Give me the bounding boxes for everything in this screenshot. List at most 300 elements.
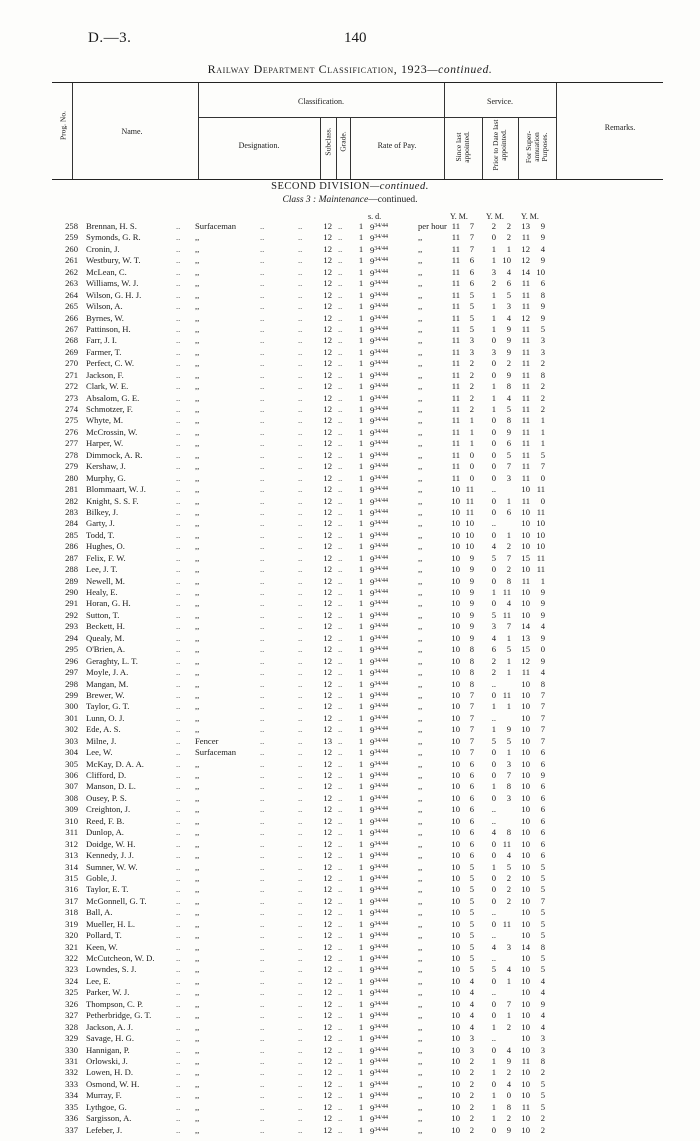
rate-note: ,, [418, 587, 423, 597]
super-months: 4 [540, 243, 545, 254]
since-last-months: 6 [469, 770, 474, 780]
prog-no: 273 [65, 392, 78, 403]
dot-leader: .. [176, 266, 181, 277]
dot-leader: .. [260, 884, 265, 895]
dot-leader: .. [176, 987, 181, 998]
subclass: 12 [323, 884, 332, 895]
super-months: 1 [540, 415, 545, 426]
designation: ,, [195, 461, 200, 472]
rate-fraction: 34/44 [374, 428, 388, 435]
table-row [0, 633, 700, 644]
dot-leader: .. [338, 598, 343, 609]
dot-leader: .. [298, 678, 303, 689]
since-last-months: 6 [469, 838, 474, 849]
since-last-months: 1 [469, 415, 474, 426]
designation: ,, [195, 1033, 200, 1044]
rate-pence: 9 [370, 405, 375, 415]
since-last-months: 5 [469, 907, 474, 918]
super-years: 10 [521, 689, 530, 700]
since-last-months: 11 [465, 495, 474, 506]
dot-leader: .. [298, 289, 303, 300]
prog-no: 314 [65, 861, 78, 872]
designation: ,, [195, 358, 200, 369]
employee-name: Sumner, W. W. [86, 861, 138, 872]
table-row [0, 679, 700, 690]
table-row [0, 1033, 700, 1044]
designation: ,, [195, 312, 200, 323]
since-last-years: 11 [451, 392, 460, 403]
grade: 1 [358, 850, 364, 861]
unit-ym-1: Y. M. [450, 212, 468, 221]
dot-leader: .. [176, 255, 181, 266]
super-months: 9 [540, 255, 545, 266]
prog-no: 322 [65, 953, 78, 963]
since-last-months: 3 [469, 1044, 474, 1055]
dot-leader: .. [338, 667, 343, 678]
since-last-months: 9 [469, 632, 474, 643]
employee-name: Absalom, G. E. [86, 392, 140, 403]
prior-years: 0 [491, 895, 496, 906]
rate-pence: 9 [370, 393, 375, 404]
dot-leader: .. [338, 632, 343, 643]
rate-fraction: 34/44 [374, 497, 388, 504]
dot-leader: .. [176, 667, 181, 678]
super-years: 11 [521, 426, 530, 437]
dot-leader: .. [176, 701, 181, 712]
prior-years: 4 [491, 632, 496, 643]
prior-years: 1 [491, 289, 496, 300]
employee-name: Williams, W. J. [86, 278, 139, 289]
dot-leader: .. [260, 987, 265, 998]
dot-leader: .. [298, 426, 303, 437]
employee-name: Farmer, T. [86, 346, 122, 357]
table-row [0, 644, 700, 655]
super-months: 6 [540, 815, 545, 826]
rate-fraction: 34/44 [374, 1069, 388, 1076]
grade: 1 [358, 884, 364, 895]
rate-pence: 9 [370, 1068, 375, 1079]
subclass: 12 [323, 506, 332, 517]
dot-leader: .. [298, 1033, 303, 1044]
grade: 1 [358, 838, 364, 849]
rate-pence: 9 [370, 702, 375, 713]
dot-leader: .. [260, 1033, 265, 1044]
grade: 1 [358, 221, 364, 231]
since-last-months: 2 [469, 358, 474, 369]
rate-note: ,, [418, 804, 423, 815]
table-row [0, 873, 700, 884]
prior-years: .. [491, 815, 496, 826]
dot-leader: .. [260, 838, 265, 849]
prog-no: 280 [65, 472, 78, 483]
dot-leader: .. [176, 404, 181, 414]
grade: 1 [358, 861, 364, 872]
prior-months: 11 [502, 587, 511, 597]
employee-name: Manson, D. L. [86, 781, 136, 792]
rate-note: ,, [418, 609, 423, 620]
subclass: 12 [323, 278, 332, 289]
rate-pence: 9 [370, 450, 375, 461]
dot-leader: .. [260, 609, 265, 620]
dot-leader: .. [260, 1124, 265, 1135]
dot-leader: .. [298, 953, 303, 963]
prior-years: .. [491, 484, 496, 495]
table-row [0, 461, 700, 472]
prior-years: 2 [491, 278, 496, 289]
since-last-years: 10 [451, 781, 460, 792]
prog-no: 334 [65, 1090, 78, 1101]
prog-no: 308 [65, 792, 78, 803]
dot-leader: .. [298, 518, 303, 529]
designation: ,, [195, 404, 200, 414]
grade: 1 [358, 987, 364, 998]
rate-note: ,, [418, 930, 423, 941]
rate-fraction: 34/44 [374, 932, 388, 939]
prog-no: 306 [65, 770, 78, 780]
dot-leader: .. [260, 907, 265, 918]
prog-no: 269 [65, 346, 78, 357]
prior-years: .. [491, 907, 496, 918]
dot-leader: .. [338, 953, 343, 963]
subclass: 12 [323, 1090, 332, 1101]
prog-no: 274 [65, 404, 78, 414]
table-row [0, 255, 700, 266]
since-last-years: 10 [451, 1090, 460, 1101]
dot-leader: .. [298, 770, 303, 780]
dot-leader: .. [176, 724, 181, 735]
employee-name: Sargisson, A. [86, 1113, 132, 1124]
since-last-years: 11 [451, 232, 460, 243]
table-row [0, 1056, 700, 1067]
since-last-months: 6 [469, 804, 474, 815]
since-last-months: 5 [469, 861, 474, 872]
super-months: 2 [540, 404, 545, 414]
prog-no: 281 [65, 484, 78, 495]
prog-no: 329 [65, 1033, 78, 1044]
super-months: 2 [540, 1124, 545, 1135]
dot-leader: .. [176, 461, 181, 472]
table-row [0, 953, 700, 964]
dot-leader: .. [298, 712, 303, 723]
prior-months: 7 [506, 552, 511, 563]
super-months: 7 [540, 735, 545, 746]
designation: ,, [195, 278, 200, 289]
since-last-months: 7 [469, 689, 474, 700]
employee-name: Lythgoe, G. [86, 1101, 127, 1112]
table-row [0, 804, 700, 815]
rate-pence: 9 [370, 748, 375, 759]
super-months: 9 [540, 232, 545, 243]
subclass: 12 [323, 255, 332, 266]
super-months: 5 [540, 449, 545, 460]
prior-years: 0 [491, 564, 496, 575]
grade: 1 [358, 564, 364, 575]
dot-leader: .. [176, 381, 181, 392]
dot-leader: .. [176, 895, 181, 906]
prog-no: 288 [65, 564, 78, 575]
rate-note: ,, [418, 346, 423, 357]
dot-leader: .. [298, 598, 303, 609]
grade: 1 [358, 689, 364, 700]
rate-pence: 9 [370, 931, 375, 942]
prior-to-header: Prior to Date last appointed. [491, 119, 508, 171]
since-last-months: 7 [469, 724, 474, 735]
super-years: 11 [521, 1101, 530, 1112]
designation: ,, [195, 289, 200, 300]
since-last-months: 0 [469, 449, 474, 460]
dot-leader: .. [176, 518, 181, 529]
super-months: 10 [536, 529, 545, 540]
prior-months: 11 [502, 918, 511, 929]
rate-note: ,, [418, 632, 423, 643]
dot-leader: .. [298, 278, 303, 289]
subclass: 12 [323, 1033, 332, 1044]
since-last-months: 4 [469, 1021, 474, 1032]
dot-leader: .. [176, 289, 181, 300]
dot-leader: .. [260, 335, 265, 346]
super-years: 10 [521, 1044, 530, 1055]
dot-leader: .. [338, 1124, 343, 1135]
rate-fraction: 34/44 [374, 1035, 388, 1042]
table-row [0, 1125, 700, 1136]
dot-leader: .. [338, 564, 343, 575]
rate-note: ,, [418, 770, 423, 780]
employee-name: Milne, J. [86, 735, 117, 746]
table-row [0, 1010, 700, 1021]
rate-pence: 9 [370, 256, 375, 267]
dot-leader: .. [176, 564, 181, 575]
prog-no: 313 [65, 850, 78, 861]
designation: ,, [195, 701, 200, 712]
grade: 1 [358, 724, 364, 735]
prior-months: 9 [506, 335, 511, 346]
table-row [0, 518, 700, 529]
rate-note: ,, [418, 827, 423, 838]
prior-months: 6 [506, 506, 511, 517]
since-last-months: 10 [465, 541, 474, 552]
designation: ,, [195, 884, 200, 895]
dot-leader: .. [338, 998, 343, 1009]
since-last-months: 9 [469, 598, 474, 609]
grade: 1 [358, 1021, 364, 1032]
prog-no: 270 [65, 358, 78, 369]
rate-note: ,, [418, 1078, 423, 1089]
dot-leader: .. [260, 815, 265, 826]
grade: 1 [358, 678, 364, 689]
since-last-years: 11 [451, 415, 460, 426]
grade: 1 [358, 827, 364, 838]
since-last-years: 11 [451, 426, 460, 437]
grade: 1 [358, 358, 364, 369]
rate-pence: 9 [370, 839, 375, 850]
dot-leader: .. [176, 838, 181, 849]
grade: 1 [358, 426, 364, 437]
super-months: 2 [540, 1067, 545, 1078]
dot-leader: .. [176, 369, 181, 380]
super-months: 11 [536, 506, 545, 517]
super-months: 7 [540, 689, 545, 700]
designation: ,, [195, 1113, 200, 1124]
super-months: 9 [540, 770, 545, 780]
table-row [0, 221, 700, 232]
rate-fraction: 34/44 [374, 874, 388, 881]
rate-pence: 9 [370, 1045, 375, 1056]
designation: ,, [195, 266, 200, 277]
dot-leader: .. [260, 552, 265, 563]
grade: 1 [358, 449, 364, 460]
rate-fraction: 34/44 [374, 1000, 388, 1007]
dot-leader: .. [338, 815, 343, 826]
employee-name: McLean, C. [86, 266, 127, 277]
prior-months: 5 [506, 735, 511, 746]
prog-no: 276 [65, 426, 78, 437]
dot-leader: .. [338, 587, 343, 597]
prog-no: 279 [65, 461, 78, 472]
super-months: 2 [540, 358, 545, 369]
dot-leader: .. [176, 232, 181, 243]
subclass: 12 [323, 529, 332, 540]
dot-leader: .. [338, 438, 343, 449]
grade: 1 [358, 998, 364, 1009]
designation: ,, [195, 1101, 200, 1112]
rate-note: ,, [418, 575, 423, 586]
employee-name: Reed, F. B. [86, 815, 125, 826]
since-last-years: 10 [451, 861, 460, 872]
super-years: 11 [521, 346, 530, 357]
prior-years: 0 [491, 884, 496, 895]
rate-fraction: 34/44 [374, 852, 388, 859]
prog-no: 327 [65, 1010, 78, 1021]
since-last-years: 10 [451, 827, 460, 838]
dot-leader: .. [260, 895, 265, 906]
since-last-years: 10 [451, 735, 460, 746]
since-last-months: 5 [469, 895, 474, 906]
grade: 1 [358, 461, 364, 472]
prior-months: 9 [506, 1124, 511, 1135]
rate-note: ,, [418, 907, 423, 918]
prior-months: 7 [506, 461, 511, 472]
prog-no: 319 [65, 918, 78, 929]
rate-pence: 9 [370, 759, 375, 770]
table-row [0, 484, 700, 495]
dot-leader: .. [298, 781, 303, 792]
class-title [0, 195, 700, 205]
dot-leader: .. [260, 472, 265, 483]
since-last-years: 10 [451, 872, 460, 883]
employee-name: Hughes, O. [86, 541, 125, 552]
rate-fraction: 34/44 [374, 463, 388, 470]
rate-fraction: 34/44 [374, 1080, 388, 1087]
prior-years: 0 [491, 232, 496, 243]
super-months: 4 [540, 667, 545, 678]
prior-months: 4 [506, 392, 511, 403]
since-last-years: 10 [451, 1101, 460, 1112]
since-last-months: 10 [465, 518, 474, 529]
dot-leader: .. [176, 575, 181, 586]
prior-months: 3 [506, 941, 511, 952]
prog-no: 284 [65, 518, 78, 529]
dot-leader: .. [260, 953, 265, 963]
since-last-years: 10 [451, 667, 460, 678]
prior-months: 2 [506, 1067, 511, 1078]
super-years: 10 [521, 815, 530, 826]
grade: 1 [358, 712, 364, 723]
super-years: 11 [521, 472, 530, 483]
dot-leader: .. [260, 632, 265, 643]
dot-leader: .. [176, 872, 181, 883]
subclass: 12 [323, 770, 332, 780]
dot-leader: .. [298, 792, 303, 803]
super-years: 10 [521, 781, 530, 792]
prior-years: 1 [491, 312, 496, 323]
rate-fraction: 34/44 [374, 760, 388, 767]
since-last-months: 2 [469, 404, 474, 414]
col-divider [518, 117, 519, 179]
rate-note: ,, [418, 1101, 423, 1112]
dot-leader: .. [260, 415, 265, 426]
prior-years: 4 [491, 941, 496, 952]
rate-fraction: 34/44 [374, 1012, 388, 1019]
rate-fraction: 34/44 [374, 566, 388, 573]
since-last-months: 2 [469, 369, 474, 380]
table-row [0, 850, 700, 861]
table-row [0, 1113, 700, 1124]
dot-leader: .. [298, 861, 303, 872]
employee-name: Knight, S. S. F. [86, 495, 139, 506]
rate-pence: 9 [370, 771, 375, 781]
since-last-years: 10 [451, 941, 460, 952]
since-last-years: 11 [451, 323, 460, 334]
dot-leader: .. [176, 1067, 181, 1078]
super-months: 9 [540, 998, 545, 1009]
super-years: 11 [521, 438, 530, 449]
rate-fraction: 34/44 [374, 360, 388, 367]
dot-leader: .. [176, 1090, 181, 1101]
dot-leader: .. [260, 518, 265, 529]
dot-leader: .. [298, 701, 303, 712]
grade: 1 [358, 781, 364, 792]
employee-name: Horan, G. H. [86, 598, 131, 609]
dot-leader: .. [338, 449, 343, 460]
since-last-months: 6 [469, 266, 474, 277]
super-years: 11 [521, 667, 530, 678]
prior-months: 9 [506, 346, 511, 357]
dot-leader: .. [176, 301, 181, 312]
designation: ,, [195, 1078, 200, 1089]
dot-leader: .. [298, 312, 303, 323]
designation: ,, [195, 575, 200, 586]
dot-leader: .. [260, 770, 265, 780]
employee-name: Taylor, E. T. [86, 884, 129, 895]
since-last-months: 9 [469, 552, 474, 563]
super-months: 5 [540, 861, 545, 872]
grade: 1 [358, 301, 364, 312]
super-months: 9 [540, 301, 545, 312]
since-last-years: 10 [451, 758, 460, 769]
since-last-months: 5 [469, 941, 474, 952]
prior-years: 0 [491, 426, 496, 437]
rate-pence: 9 [370, 588, 375, 598]
dot-leader: .. [260, 941, 265, 952]
dot-leader: .. [298, 587, 303, 597]
rate-fraction: 34/44 [374, 303, 388, 310]
employee-name: Beckett, H. [86, 621, 125, 632]
super-years: 12 [521, 243, 530, 254]
dot-leader: .. [338, 1044, 343, 1055]
employee-name: Schmotzer, F. [86, 404, 133, 414]
since-last-years: 10 [451, 495, 460, 506]
rate-fraction: 34/44 [374, 806, 388, 813]
